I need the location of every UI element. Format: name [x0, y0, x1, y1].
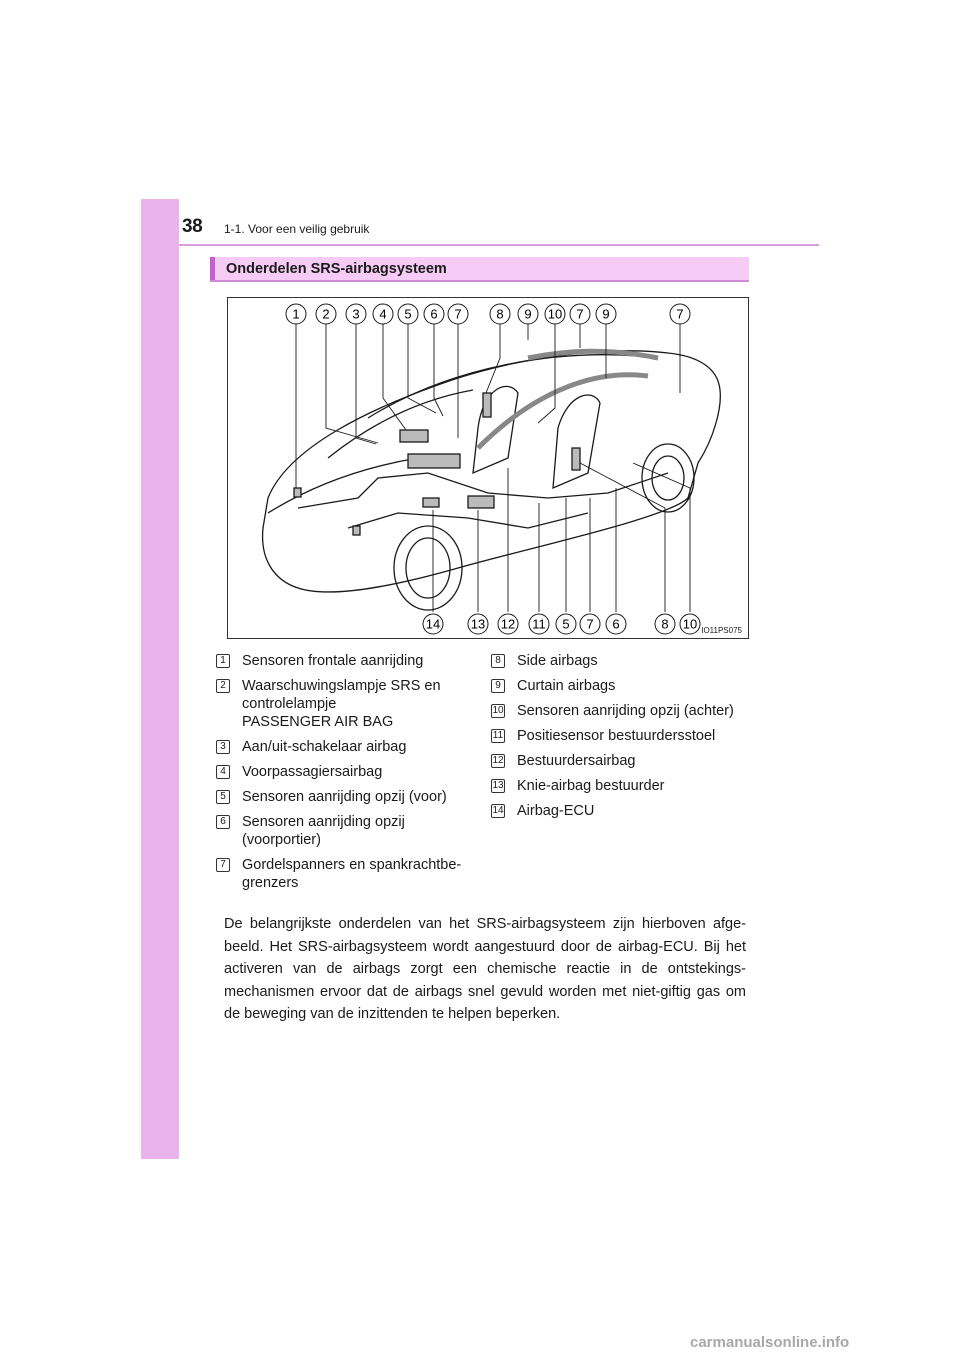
callout-number: 1 [292, 306, 300, 322]
figure-code: IO11PS075 [701, 626, 742, 635]
legend-number-badge: 13 [492, 780, 504, 791]
callout-number: 7 [676, 306, 684, 322]
legend-text: Curtain airbags [517, 678, 616, 694]
legend-number-badge: 14 [492, 805, 504, 816]
knee-airbag [468, 496, 494, 508]
legend-number-badge: 8 [491, 654, 505, 668]
section-title: Onderdelen SRS-airbagsysteem [226, 261, 447, 277]
legend-number-badge: 5 [216, 790, 230, 804]
callout-number: 11 [532, 616, 546, 632]
callout-number: 3 [352, 306, 360, 322]
legend-item [491, 652, 753, 670]
car-illustration [228, 298, 749, 639]
callout-number: 8 [496, 306, 504, 322]
header-rule [179, 244, 819, 246]
airbag-ecu [423, 498, 439, 507]
watermark: carmanualsonline.info [690, 1334, 850, 1351]
callout-number: 5 [404, 306, 412, 322]
legend-text: Positiesensor bestuurdersstoel [517, 728, 716, 744]
legend-number-badge: 2 [216, 679, 230, 693]
legend-text: Voorpassagiersairbag [242, 764, 383, 780]
front-sensor-right [353, 526, 360, 535]
legend-item [216, 677, 466, 731]
callout-number: 12 [500, 616, 516, 632]
wiring-harness-2 [348, 513, 588, 528]
legend-item [491, 752, 753, 770]
callout-number: 7 [454, 306, 462, 322]
body-paragraph: De belangrijkste onderdelen van het SRS-airbagsysteem zijn hierboven afge-beeld. Het SRS-airbagsysteem wordt aangestuurd door de airbag-ECU. Bij het activeren van de airbags zorgt een chemische reactie in de ontstekings-mechanismen ervoor dat de airbags snel gevuld worden met niet-giftig gas om de beweging van de inzittenden te helpen beperken. [224, 916, 746, 1022]
callout-number: 6 [612, 616, 620, 632]
front-sensor-left [294, 488, 301, 497]
legend-item [216, 763, 466, 781]
legend-number-badge: 10 [492, 705, 504, 716]
hood-line [268, 458, 418, 513]
legend-number-badge: 4 [216, 765, 230, 779]
legend-item [216, 813, 466, 849]
side-airbag-driver [572, 448, 580, 470]
legend-text: Sensoren frontale aanrijding [242, 653, 424, 669]
legend-number-badge: 12 [492, 755, 504, 766]
callout-number: 10 [547, 306, 563, 322]
section-header [210, 257, 749, 282]
callout-number: 10 [682, 616, 698, 632]
legend-item [491, 727, 753, 745]
front-wheel-inner [406, 538, 450, 598]
legend-number-badge: 7 [216, 858, 230, 872]
legend-number-badge: 3 [216, 740, 230, 754]
callout-number: 14 [425, 616, 441, 632]
page-number: 38 [182, 216, 203, 237]
side-airbag-passenger [483, 393, 491, 417]
legend-item [491, 702, 753, 720]
callout-number: 5 [562, 616, 570, 632]
legend-text: Sensoren aanrijding opzij (voor) [242, 789, 447, 805]
legend-text: Side airbags [517, 653, 598, 669]
legend-left [216, 652, 466, 899]
legend-item [491, 677, 753, 695]
legend-text: Knie-airbag bestuurder [517, 778, 665, 794]
legend-text: Aan/uit-schakelaar airbag [242, 739, 407, 755]
legend-right [491, 652, 753, 827]
passenger-airbag [400, 430, 428, 442]
legend-item [491, 777, 753, 795]
legend-text: Sensoren aanrijding opzij (achter) [517, 703, 734, 719]
legend-item [216, 738, 466, 756]
legend-text: Waarschuwingslampje SRS en controlelampje PASSENGER AIR BAG [242, 678, 441, 730]
legend-number-badge: 9 [491, 679, 505, 693]
callout-number: 9 [602, 306, 610, 322]
steering-airbag [408, 454, 460, 468]
driver-seat [553, 395, 600, 488]
side-tab-band [141, 199, 179, 1159]
legend-text: Bestuurdersairbag [517, 753, 636, 769]
legend-item [216, 856, 466, 892]
legend-item [216, 788, 466, 806]
callout-number: 13 [470, 616, 486, 632]
legend-number-badge: 6 [216, 815, 230, 829]
legend-item [491, 802, 753, 820]
legend-number-badge: 1 [216, 654, 230, 668]
curtain-airbag-left [478, 375, 648, 448]
legend-text: Sensoren aanrijding opzij (voorportier) [242, 814, 405, 848]
srs-airbag-diagram [227, 297, 749, 639]
callout-number: 8 [661, 616, 669, 632]
callout-number: 4 [379, 306, 387, 322]
legend-text: Gordelspanners en spankrachtbe- grenzers [242, 857, 462, 891]
callout-number: 2 [322, 306, 330, 322]
callout-number: 9 [524, 306, 532, 322]
legend-text: Airbag-ECU [517, 803, 595, 819]
callout-number: 7 [586, 616, 594, 632]
callout-number: 7 [576, 306, 584, 322]
legend-item [216, 652, 466, 670]
callout-number: 6 [430, 306, 438, 322]
chapter-title: 1-1. Voor een veilig gebruik [224, 222, 370, 236]
legend-number-badge: 11 [492, 730, 504, 741]
